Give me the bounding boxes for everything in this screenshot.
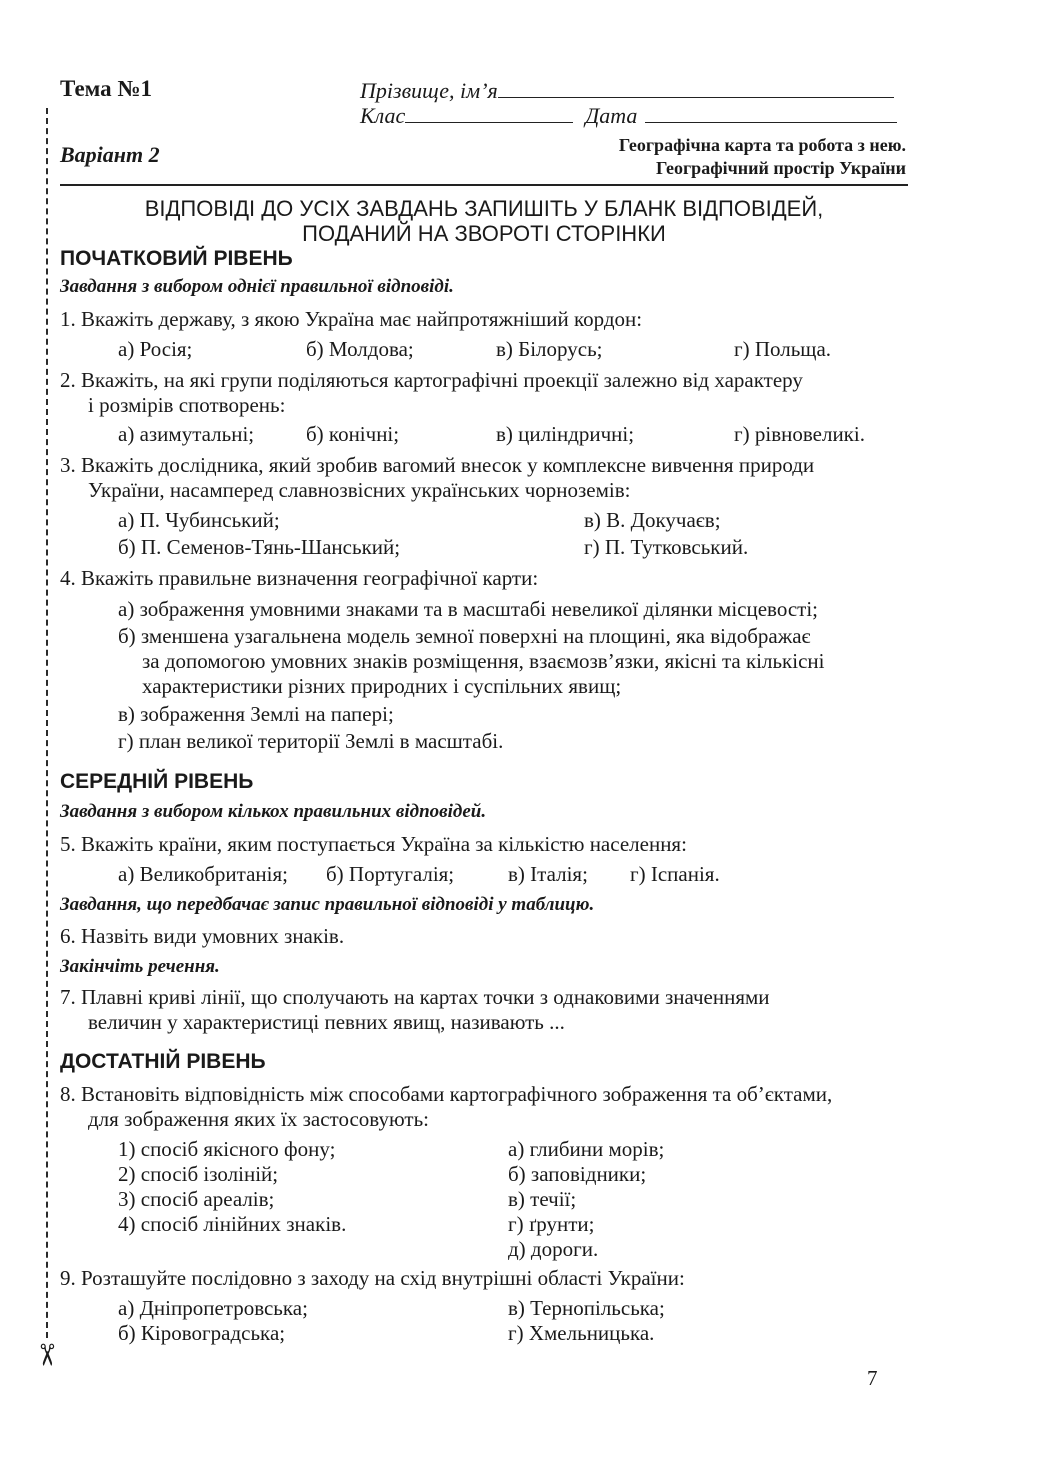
task-type-complete: Закінчіть речення. [60, 956, 220, 977]
task-type-multiple: Завдання з вибором кількох правильних відповідей. [60, 801, 487, 822]
instruction [60, 196, 908, 246]
instruction-line-2: ПОДАНИЙ НА ЗВОРОТІ СТОРІНКИ [302, 221, 666, 246]
q4-option-c: в) зображення Землі на папері; [118, 702, 394, 726]
class-label: Клас [360, 103, 406, 128]
q8-left-item: 4) спосіб лінійних знаків. [118, 1212, 347, 1236]
date-label: Дата [585, 103, 638, 128]
q2-option-a: а) азимутальні; [118, 422, 255, 446]
q8-line-1: 8. Встановіть відповідність між способами картографічного зображення та об’єктами, [60, 1082, 833, 1106]
q3-option-a: а) П. Чубинський; [118, 508, 280, 532]
level-initial-title: ПОЧАТКОВИЙ РІВЕНЬ [60, 247, 293, 270]
q1-option-c: в) Білорусь; [496, 337, 603, 361]
q3-option-c: в) В. Докучаєв; [584, 508, 721, 532]
q9-option-c: в) Тернопільська; [508, 1296, 665, 1320]
task-type-single: Завдання з вибором однієї правильної відповіді. [60, 276, 454, 297]
q4-option-b-line-1: б) зменшена узагальнена модель земної поверхні на площині, яка відображає [118, 624, 811, 648]
task-type-table: Завдання, що передбачає запис правильної відповіді у таблицю. [60, 894, 595, 915]
level-medium-title: СЕРЕДНІЙ РІВЕНЬ [60, 770, 254, 793]
q1-option-d: г) Польща. [734, 337, 832, 361]
q2-option-d: г) рівновеликі. [734, 422, 865, 446]
class-date-row [360, 103, 897, 129]
q7-line-2: величин у характеристиці певних явищ, називають ... [88, 1010, 565, 1034]
variant-label: Варіант 2 [60, 142, 160, 167]
q7-line-1: 7. Плавні криві лінії, що сполучають на картах точки з однаковими значеннями [60, 985, 770, 1009]
header-divider [60, 184, 908, 186]
q8-right-item: г) ґрунти; [508, 1212, 595, 1236]
q3-option-d: г) П. Тутковський. [584, 535, 749, 559]
q9-option-d: г) Хмельницька. [508, 1321, 655, 1345]
q4-option-d: г) план великої території Землі в масштабі. [118, 729, 504, 753]
q1-option-b: б) Молдова; [306, 337, 414, 361]
q1-option-a: а) Росія; [118, 337, 193, 361]
q8-right-list [508, 1137, 664, 1262]
q5-option-b: б) Португалія; [326, 862, 455, 886]
question-6: 6. Назвіть види умовних знаків. [60, 924, 345, 948]
topic-title: Тема №1 [60, 76, 153, 101]
subject-line-1: Географічна карта та робота з нею. [618, 135, 906, 155]
q8-left-item: 2) спосіб ізоліній; [118, 1162, 279, 1186]
instruction-line-1: ВІДПОВІДІ ДО УСІХ ЗАВДАНЬ ЗАПИШІТЬ У БЛАНК ВІДПОВІДЕЙ, [144, 196, 824, 221]
q2-line-1: 2. Вкажіть, на які групи поділяються картографічні проекції залежно від характеру [60, 368, 803, 392]
q5-option-d: г) Іспанія. [630, 862, 720, 886]
q3-option-b: б) П. Семенов-Тянь-Шанський; [118, 535, 401, 559]
q8-left-list [118, 1137, 346, 1237]
question-7 [60, 985, 910, 1035]
subject-line-2: Географічний простір України [655, 158, 906, 178]
q4-option-b-line-2: за допомогою умовних знаків розміщення, взаємозв’язки, якісні та кількісні [142, 649, 825, 673]
q5-option-a: а) Великобританія; [118, 862, 288, 886]
q4-option-b-line-3: характеристики різних природних і суспільних явищ; [142, 674, 622, 698]
page-number: 7 [867, 1366, 878, 1390]
q8-right-item: в) течії; [508, 1187, 577, 1211]
level-sufficient-title: ДОСТАТНІЙ РІВЕНЬ [60, 1050, 266, 1073]
date-line[interactable] [645, 104, 897, 123]
q2-option-c: в) циліндричні; [496, 422, 635, 446]
q8-left-item: 1) спосіб якісного фону; [118, 1137, 336, 1161]
q3-line-1: 3. Вкажіть дослідника, який зробив вагомий внесок у комплексне вивчення природи [60, 453, 815, 477]
q4-option-a: а) зображення умовними знаками та в масштабі невеликої ділянки місцевості; [118, 597, 819, 621]
q8-right-item: д) дороги. [508, 1237, 599, 1261]
class-line[interactable] [405, 104, 573, 123]
question-9: 9. Розташуйте послідовно з заходу на схід внутрішні області України: [60, 1266, 685, 1290]
q9-option-b: б) Кіровоградська; [118, 1321, 286, 1345]
q2-option-b: б) конічні; [306, 422, 400, 446]
surname-line[interactable] [498, 79, 894, 98]
q2-line-2: і розмірів спотворень: [88, 393, 286, 417]
q4-option-b [118, 624, 910, 699]
q9-option-a: а) Дніпропетровська; [118, 1296, 308, 1320]
q8-right-item: а) глибини морів; [508, 1137, 665, 1161]
q3-line-2: України, насамперед славнозвісних українських чорноземів: [88, 478, 631, 502]
question-1: 1. Вкажіть державу, з якою Україна має найпротяжніший кордон: [60, 307, 643, 331]
q5-option-c: в) Італія; [508, 862, 588, 886]
surname-field[interactable] [360, 78, 894, 104]
question-5: 5. Вкажіть країни, яким поступається Україна за кількістю населення: [60, 832, 687, 856]
subject-title [619, 134, 906, 180]
q8-right-item: б) заповідники; [508, 1162, 647, 1186]
surname-label: Прізвище, ім’я [360, 78, 498, 103]
question-2 [60, 368, 910, 418]
question-3 [60, 453, 910, 503]
q8-left-item: 3) спосіб ареалів; [118, 1187, 275, 1211]
question-8 [60, 1082, 910, 1132]
cut-line [46, 108, 48, 1338]
q8-line-2: для зображення яких їх застосовують: [88, 1107, 430, 1131]
question-4: 4. Вкажіть правильне визначення географічної карти: [60, 566, 539, 590]
scissors-icon: ✂ [28, 1342, 64, 1368]
